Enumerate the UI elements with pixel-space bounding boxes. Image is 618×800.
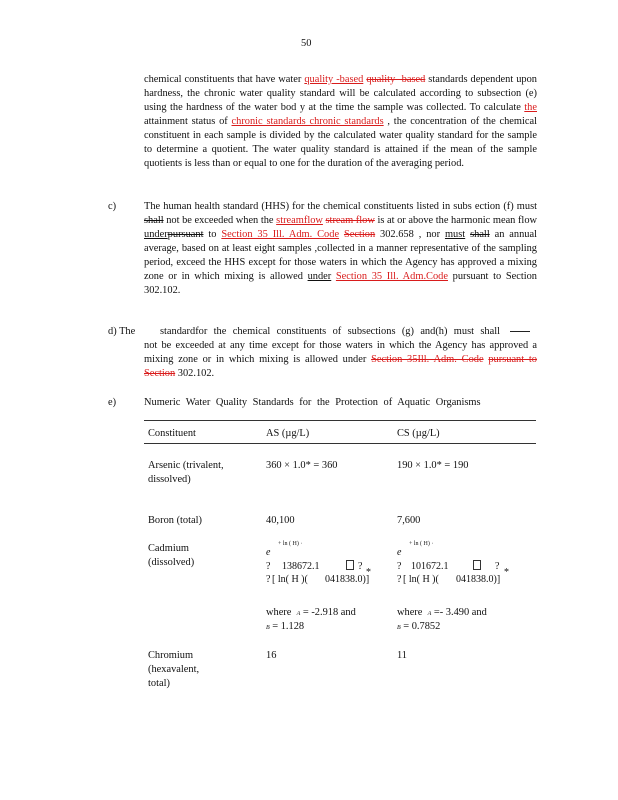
value-a: = -2.918 and: [302, 607, 356, 618]
cadmium-as-where-b: [266, 620, 304, 634]
subsection-c-label: c): [108, 201, 117, 212]
c-text-6: an annual average, based on at least eight samples ,collected in a manner representative of the sampling period, exceed the HHS except for those waters in which the Agency has approved a mixing zone or in which mixing is allowed: [144, 229, 537, 282]
cadmium-as-bracket-1: ?: [266, 561, 271, 572]
where-label: where: [266, 607, 292, 618]
value-b: = 0.7852: [403, 621, 441, 632]
cadmium-cs-bracket-1: ?: [397, 561, 402, 572]
var-a: A: [427, 611, 432, 617]
cadmium-as-bracket-2: ?: [358, 561, 363, 572]
box-glyph-icon: [346, 560, 354, 570]
insert-chronic-standards: chronic standards chronic standards: [231, 116, 384, 127]
cadmium-cs-line1: 101672.1: [411, 561, 449, 572]
intro-text-4: , the concentration of the chemical constituent in each sample is divided by the calculated water quality standard for the sample to determine a quotient. The water quality standard is attained if the mean of the sample quotients is less than or equal to one for the duration of the averaging period.: [144, 116, 537, 169]
subsection-d-line1: standardfor the chemical constituents of subsections (g) and(h) must shall: [160, 326, 500, 337]
cadmium-as-line2: [ ln( H )(: [272, 574, 308, 585]
intro-text-1: chemical constituents that have water: [144, 74, 305, 85]
cadmium-as-formula: [266, 540, 386, 600]
delete-quality-based: quality -based: [366, 74, 426, 85]
row-chromium-name: Chromium (hexavalent, total): [148, 650, 200, 689]
cadmium-as-star: *: [366, 567, 371, 578]
cadmium-as-line2b: 041838.0)]: [325, 574, 370, 585]
d-text-2: not be exceeded at any time except for those waters in which the Agency has approved a mixing zone or in which mixing is allowed under: [144, 340, 537, 365]
cadmium-as-sup: + ln ( H) ·: [278, 541, 303, 547]
cadmium-cs-where-b: [397, 620, 440, 634]
value-b: = 1.128: [272, 621, 305, 632]
c-insert-under: under: [144, 229, 168, 240]
c-insert-streamflow: streamflow: [276, 215, 323, 226]
c-text-4: to: [203, 229, 222, 240]
var-a: A: [296, 611, 301, 617]
table-header-constituent: Constituent: [148, 428, 196, 439]
c-text-2: not be exceeded when the: [163, 215, 277, 226]
c-delete-pursuant: pursuant: [167, 229, 204, 240]
cadmium-as-bracket-3: ?: [266, 574, 271, 585]
intro-text-2: standards dependent upon hardness, the chronic water quality standard will be calculated according to subsection (e) using the hardness of the water bod y at the time the sample was collected. To calculate: [144, 74, 537, 113]
table-header-rule: [144, 443, 536, 444]
intro-paragraph: [144, 73, 537, 171]
c-insert-must: must: [444, 229, 466, 240]
c-delete-stream-flow: stream flow: [325, 215, 375, 226]
subsection-e-label: e): [108, 397, 117, 408]
row-chromium-as: 16: [266, 650, 277, 661]
row-arsenic-name: Arsenic (trivalent, dissolved): [148, 460, 224, 485]
c-text-1: The human health standard (HHS) for the chemical constituents listed in subs ection (f) must: [144, 201, 537, 212]
intro-text-3: attainment status of: [144, 116, 232, 127]
where-label: where: [397, 607, 423, 618]
cadmium-as-line1: 138672.1: [282, 561, 320, 572]
cadmium-cs-star: *: [504, 567, 509, 578]
d-text-3: 302.102.: [175, 368, 215, 379]
cadmium-as-exp: e: [266, 547, 271, 558]
insert-quality-based: quality -based: [304, 74, 364, 85]
table-header-cs: CS (µg/L): [397, 428, 440, 439]
insert-the: the: [524, 102, 537, 113]
c-delete-shall: shall: [144, 215, 164, 226]
table-top-rule: [144, 420, 536, 421]
c-text-5: 302.658 , nor: [375, 229, 445, 240]
row-boron-as: 40,100: [266, 515, 295, 526]
table-header-as: AS (µg/L): [266, 428, 310, 439]
cadmium-cs-exp: e: [397, 547, 402, 558]
value-a: =- 3.490 and: [433, 607, 487, 618]
cadmium-as-where-a: [266, 606, 356, 620]
row-boron-name: Boron (total): [148, 515, 202, 526]
box-glyph-icon: [473, 560, 481, 570]
subsection-d-paragraph: [144, 339, 537, 381]
c-insert-under-2: under: [307, 271, 332, 282]
cadmium-cs-sup: + ln ( H) ·: [409, 541, 434, 547]
row-arsenic-as: 360 × 1.0* = 360: [266, 460, 338, 471]
cadmium-cs-formula: [397, 540, 517, 600]
row-cadmium-name: Cadmium (dissolved): [148, 543, 195, 568]
row-chromium-cs: 11: [397, 650, 408, 661]
c-text-3: is at or above the harmonic mean flow: [374, 215, 538, 226]
page-number: 50: [301, 38, 312, 49]
subsection-e-heading: Numeric Water Quality Standards for the Protection of Aquatic Organisms: [144, 397, 481, 408]
row-boron-cs: 7,600: [397, 515, 421, 526]
subsection-d-dash: [510, 331, 530, 332]
cadmium-cs-line2: [ ln( H )(: [403, 574, 439, 585]
d-delete-section-ref: Section 35Ill. Adm. Code: [371, 354, 484, 365]
subsection-c-paragraph: [144, 200, 537, 298]
d-delete-pursuant: pursuant to Section: [144, 354, 538, 379]
c-insert-section-ref-2: Section 35 Ill. Adm.Code: [335, 271, 448, 282]
row-arsenic-cs: 190 × 1.0* = 190: [397, 460, 469, 471]
subsection-d-label: d) The: [108, 326, 136, 337]
cadmium-cs-bracket-2: ?: [495, 561, 500, 572]
c-insert-section-ref: Section 35 Ill. Adm. Code: [221, 229, 340, 240]
cadmium-cs-line2b: 041838.0)]: [456, 574, 501, 585]
cadmium-cs-bracket-3: ?: [397, 574, 402, 585]
c-delete-section: Section: [343, 229, 376, 240]
c-delete-shall-2: shall: [470, 229, 490, 240]
var-b: B: [266, 625, 270, 631]
cadmium-cs-where-a: [397, 606, 487, 620]
c-text-7: pursuant to Section 302.102.: [144, 271, 537, 296]
var-b: B: [397, 625, 401, 631]
